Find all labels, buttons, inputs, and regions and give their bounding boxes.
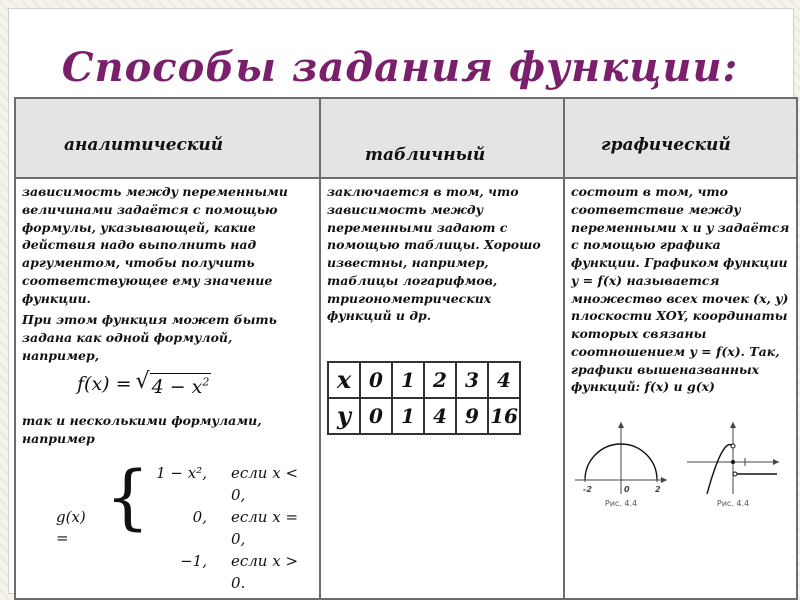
- formula-g-case: [152, 550, 313, 594]
- case-cond: если x > 0.: [230, 551, 299, 592]
- graphs-row: [571, 418, 790, 509]
- graphic-cell: [564, 178, 797, 599]
- graph-f-origin: 0: [624, 485, 630, 494]
- methods-table-body-row: [15, 178, 797, 599]
- graph-f-tick-neg: -2: [583, 485, 592, 494]
- header-graphic-cell: [564, 98, 797, 178]
- case-cond: если x < 0,: [230, 463, 299, 504]
- x-value: 2: [424, 362, 456, 398]
- header-tabular: табличный: [365, 145, 486, 165]
- case-expr: 1 − x²,: [156, 463, 207, 482]
- y-value: 0: [360, 398, 392, 434]
- y-value: 16: [488, 398, 520, 434]
- graph-f-tick-pos: 2: [655, 485, 661, 494]
- y-value: 4: [424, 398, 456, 434]
- sqrt-symbol: √ $4 - x^2$: [136, 371, 212, 401]
- formula-f-exponent: 2: [202, 375, 210, 389]
- analytic-cell: [15, 178, 320, 599]
- tabular-cell: [320, 178, 564, 599]
- x-value: 1: [392, 362, 424, 398]
- graph-f: [571, 418, 671, 509]
- x-value: 4: [488, 362, 520, 398]
- graph-f-plot: [571, 418, 671, 496]
- x-label: x: [328, 362, 360, 398]
- formula-g-name: g(x) =: [56, 507, 86, 547]
- formula-g-case: [152, 462, 313, 506]
- header-analytic: аналитический: [64, 135, 224, 155]
- case-expr: 0,: [192, 507, 207, 526]
- methods-table-header-row: [15, 98, 797, 178]
- brace-icon: {: [105, 455, 150, 538]
- formula-f-lhs: f(x) =: [77, 372, 132, 395]
- y-label: y: [328, 398, 360, 434]
- analytic-one-formula-text: При этом функция может быть задана как одной формулой, например,: [22, 312, 277, 363]
- header-graphic: графический: [601, 135, 731, 155]
- graph-g-caption: Рис. 4.4: [716, 499, 750, 508]
- formula-f-radicand: 4 − x: [151, 375, 203, 398]
- analytic-several-formulas-text: так и несколькими формулами, например: [22, 413, 262, 447]
- y-value: 1: [392, 398, 424, 434]
- x-value: 3: [456, 362, 488, 398]
- header-analytic-cell: [15, 98, 320, 178]
- methods-table: [14, 97, 798, 600]
- xy-value-table: [327, 361, 521, 435]
- xy-row-y: [328, 398, 520, 434]
- header-tabular-cell: [320, 98, 564, 178]
- case-cond: если x = 0,: [230, 507, 299, 548]
- case-expr: −1,: [180, 551, 207, 570]
- graph-g: [683, 418, 783, 509]
- formula-g: [56, 455, 313, 594]
- formula-g-case: [152, 506, 313, 550]
- tabular-definition: заключается в том, что зависимость между переменными задают с помощью таблицы. Хорошо известны, например, таблицы логарифмов, тригонометрических функций и др.: [327, 184, 541, 324]
- analytic-definition: зависимость между переменными величинами задаётся с помощью формулы, указывающей, какие действия надо выполнить над аргументом, чтобы получить соответствующее ему значение функции.: [22, 184, 288, 306]
- x-value: 0: [360, 362, 392, 398]
- graph-g-plot: [683, 418, 783, 496]
- xy-row-x: [328, 362, 520, 398]
- page-title: Способы задания функции:: [61, 44, 739, 91]
- y-value: 9: [456, 398, 488, 434]
- formula-f: [77, 368, 313, 401]
- graph-f-caption: Рис. 4.4: [604, 499, 638, 508]
- graphic-definition: состоит в том, что соответствие между переменными x и y задаётся с помощью графика функции. Графиком функции y = f(x) называется множество всех точек (x, y) плоскости XOY, координаты которых связаны соотношением y = f(x). Так, графики вышеназванных функций: f(x) и g(x): [571, 184, 790, 395]
- formula-g-cases: [152, 462, 313, 594]
